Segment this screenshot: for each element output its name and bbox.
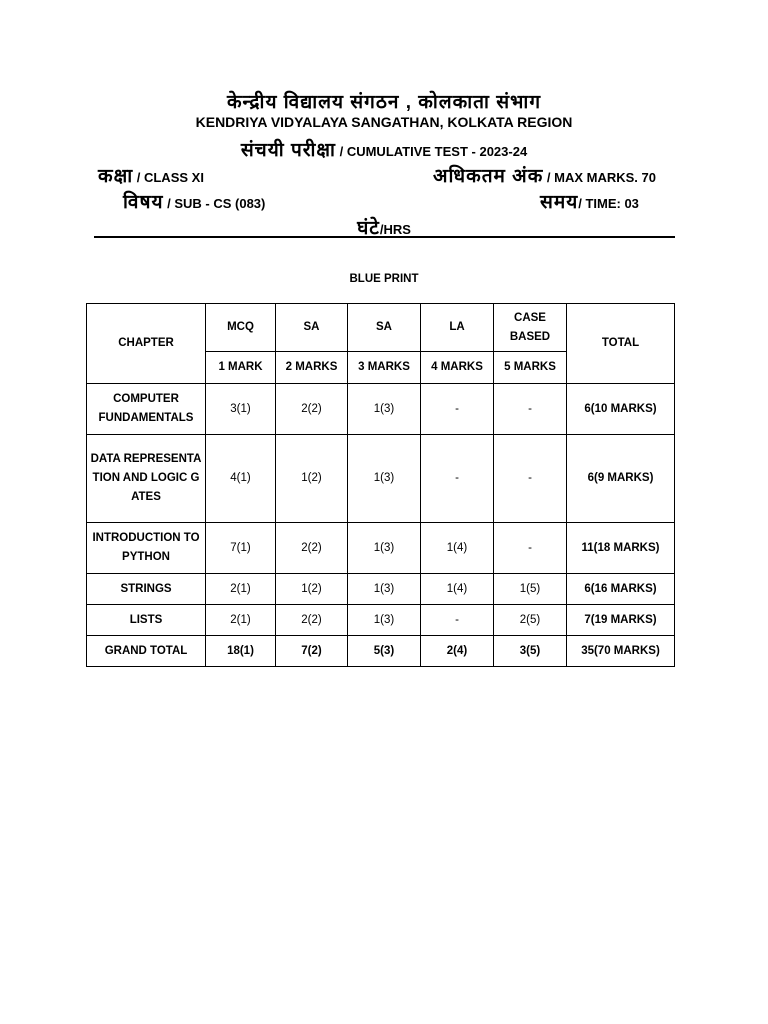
- blueprint-title: BLUE PRINT: [349, 273, 419, 285]
- chapter-cell: DATA REPRESENTATION AND LOGIC GATES: [87, 435, 206, 523]
- value-cell: 3(1): [206, 384, 276, 435]
- test-title-hindi: संचयी परीक्षा: [240, 140, 336, 161]
- time-hindi: समय: [540, 192, 579, 213]
- test-title: [0, 136, 768, 162]
- table-row: [87, 435, 675, 523]
- sub-english: / SUB - CS (083): [163, 196, 266, 211]
- value-cell: 4(1): [206, 435, 276, 523]
- blueprint-table: [86, 303, 675, 667]
- mark-header-1: 1 MARK: [206, 352, 276, 384]
- english-org-title: KENDRIYA VIDYALAYA SANGATHAN, KOLKATA REGION: [195, 114, 573, 130]
- class-english: / CLASS XI: [133, 170, 204, 185]
- marks-english: / MAX MARKS. 70: [543, 170, 656, 185]
- mark-header-5: 5 MARKS: [494, 352, 567, 384]
- value-cell: -: [421, 605, 494, 636]
- mark-header-3: 3 MARKS: [348, 352, 421, 384]
- total-cell: 7(19 MARKS): [567, 605, 675, 636]
- table-row: [87, 523, 675, 574]
- type-header-row: [87, 304, 675, 352]
- grand-total-total: 35(70 MARKS): [567, 636, 675, 667]
- value-cell: -: [421, 384, 494, 435]
- subject-label: [123, 188, 265, 214]
- grand-total-row: [87, 636, 675, 667]
- hindi-org-title: केन्द्रीय विद्यालय संगठन , कोलकाता संभाग: [226, 92, 542, 113]
- grand-total-cell: 7(2): [276, 636, 348, 667]
- total-cell: 6(10 MARKS): [567, 384, 675, 435]
- class-label: [98, 162, 204, 188]
- type-header-sa-3: SA: [348, 304, 421, 352]
- type-header-la: LA: [421, 304, 494, 352]
- value-cell: 1(4): [421, 574, 494, 605]
- grand-total-cell: 3(5): [494, 636, 567, 667]
- header-divider: [94, 236, 675, 238]
- chapter-header: CHAPTER: [87, 304, 206, 384]
- total-header: TOTAL: [567, 304, 675, 384]
- table-row: [87, 574, 675, 605]
- value-cell: 1(2): [276, 574, 348, 605]
- value-cell: 2(5): [494, 605, 567, 636]
- value-cell: 2(2): [276, 523, 348, 574]
- marks-hindi: अधिकतम अंक: [433, 166, 544, 187]
- time-english: / TIME: 03: [578, 196, 639, 211]
- value-cell: 1(3): [348, 435, 421, 523]
- table-row: [87, 605, 675, 636]
- chapter-cell: STRINGS: [87, 574, 206, 605]
- time-label: [540, 188, 639, 214]
- type-header-sa-2: SA: [276, 304, 348, 352]
- value-cell: -: [494, 523, 567, 574]
- mark-header-2: 2 MARKS: [276, 352, 348, 384]
- value-cell: 7(1): [206, 523, 276, 574]
- type-header-case-based: CASE BASED: [494, 304, 567, 352]
- value-cell: 1(3): [348, 384, 421, 435]
- test-title-english: / CUMULATIVE TEST - 2023-24: [335, 144, 528, 159]
- total-cell: 11(18 MARKS): [567, 523, 675, 574]
- value-cell: 2(1): [206, 574, 276, 605]
- table-row: [87, 384, 675, 435]
- chapter-cell: INTRODUCTION TO PYTHON: [87, 523, 206, 574]
- value-cell: 1(5): [494, 574, 567, 605]
- value-cell: -: [421, 435, 494, 523]
- value-cell: -: [494, 384, 567, 435]
- hrs-hindi: घंटे: [357, 218, 380, 239]
- value-cell: 1(3): [348, 574, 421, 605]
- grand-total-label: GRAND TOTAL: [87, 636, 206, 667]
- hrs-english: /HRS: [379, 222, 411, 237]
- max-marks-label: [433, 162, 656, 188]
- grand-total-cell: 2(4): [421, 636, 494, 667]
- value-cell: 2(2): [276, 384, 348, 435]
- grand-total-cell: 5(3): [348, 636, 421, 667]
- value-cell: 2(2): [276, 605, 348, 636]
- total-cell: 6(16 MARKS): [567, 574, 675, 605]
- value-cell: 1(3): [348, 523, 421, 574]
- type-header-mcq: MCQ: [206, 304, 276, 352]
- chapter-cell: COMPUTER FUNDAMENTALS: [87, 384, 206, 435]
- sub-hindi: विषय: [123, 192, 164, 213]
- chapter-cell: LISTS: [87, 605, 206, 636]
- value-cell: 1(4): [421, 523, 494, 574]
- value-cell: -: [494, 435, 567, 523]
- value-cell: 2(1): [206, 605, 276, 636]
- grand-total-cell: 18(1): [206, 636, 276, 667]
- mark-header-4: 4 MARKS: [421, 352, 494, 384]
- value-cell: 1(2): [276, 435, 348, 523]
- class-hindi: कक्षा: [98, 166, 134, 187]
- value-cell: 1(3): [348, 605, 421, 636]
- total-cell: 6(9 MARKS): [567, 435, 675, 523]
